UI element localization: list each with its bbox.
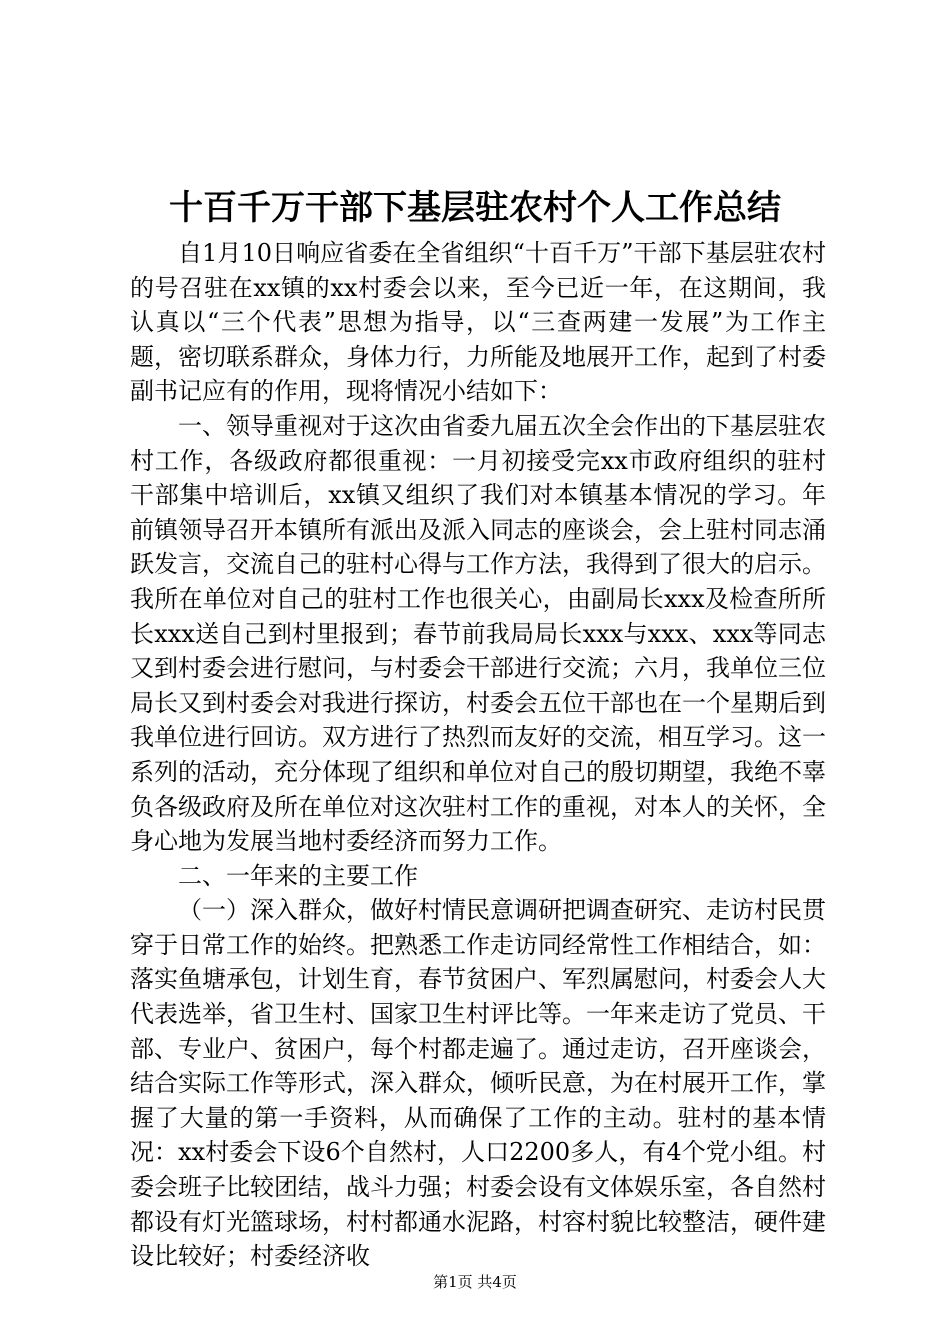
document-title: 十百千万干部下基层驻农村个人工作总结 — [169, 188, 781, 228]
paragraph-section-1: 一、领导重视对于这次由省委九届五次全会作出的下基层驻农村工作，各级政府都很重视：一月初接受完xx市政府组织的驻村干部集中培训后，xx镇又组织了我们对本镇基本情况的学习。年前镇领导召开本镇所有派出及派入同志的座谈会，会上驻村同志涌跃发言，交流自己的驻村心得与工作方法，我得到了很大的启示。我所在单位对自己的驻村工作也很关心，由副局长xxx及检查所所长xxx送自己到村里报到；春节前我局局长xxx与xxx、xxx等同志又到村委会进行慰问，与村委会干部进行交流；六月，我单位三位局长又到村委会对我进行探访，村委会五位干部也在一个星期后到我单位进行回访。双方进行了热烈而友好的交流，相互学习。这一系列的活动，充分体现了组织和单位对自己的殷切期望，我绝不辜负各级政府及所在单位对这次驻村工作的重视，对本人的关怀，全身心地为发展当地村委经济而努力工作。 — [130, 411, 826, 856]
document-body — [130, 236, 826, 1274]
paragraph-intro: 自1月10日响应省委在全省组织“十百千万”干部下基层驻农村的号召驻在xx镇的xx村委会以来，至今已近一年，在这期间，我认真以“三个代表”思想为指导，以“三查两建一发展”为工作主题，密切联系群众，身体力行，力所能及地展开工作，起到了村委副书记应有的作用，现将情况小结如下： — [130, 239, 826, 406]
paragraph-section-2-1: （一）深入群众，做好村情民意调研把调查研究、走访村民贯穿于日常工作的始终。把熟悉工作走访同经常性工作相结合，如：落实鱼塘承包，计划生育，春节贫困户、军烈属慰问，村委会人大代表选举，省卫生村、国家卫生村评比等。一年来走访了党员、干部、专业户、贫困户，每个村都走遍了。通过走访，召开座谈会，结合实际工作等形式，深入群众，倾听民意，为在村展开工作，掌握了大量的第一手资料，从而确保了工作的主动。驻村的基本情况：xx村委会下设6个自然村，人口2200多人，有4个党小组。村委会班子比较团结，战斗力强；村委会设有文体娱乐室，各自然村都设有灯光篮球场，村村都通水泥路，村容村貌比较整洁，硬件建设比较好；村委经济收 — [130, 896, 826, 1271]
page-number-footer: 第1页 共4页 — [433, 1273, 517, 1291]
paragraph-section-2-heading: 二、一年来的主要工作 — [178, 861, 418, 890]
